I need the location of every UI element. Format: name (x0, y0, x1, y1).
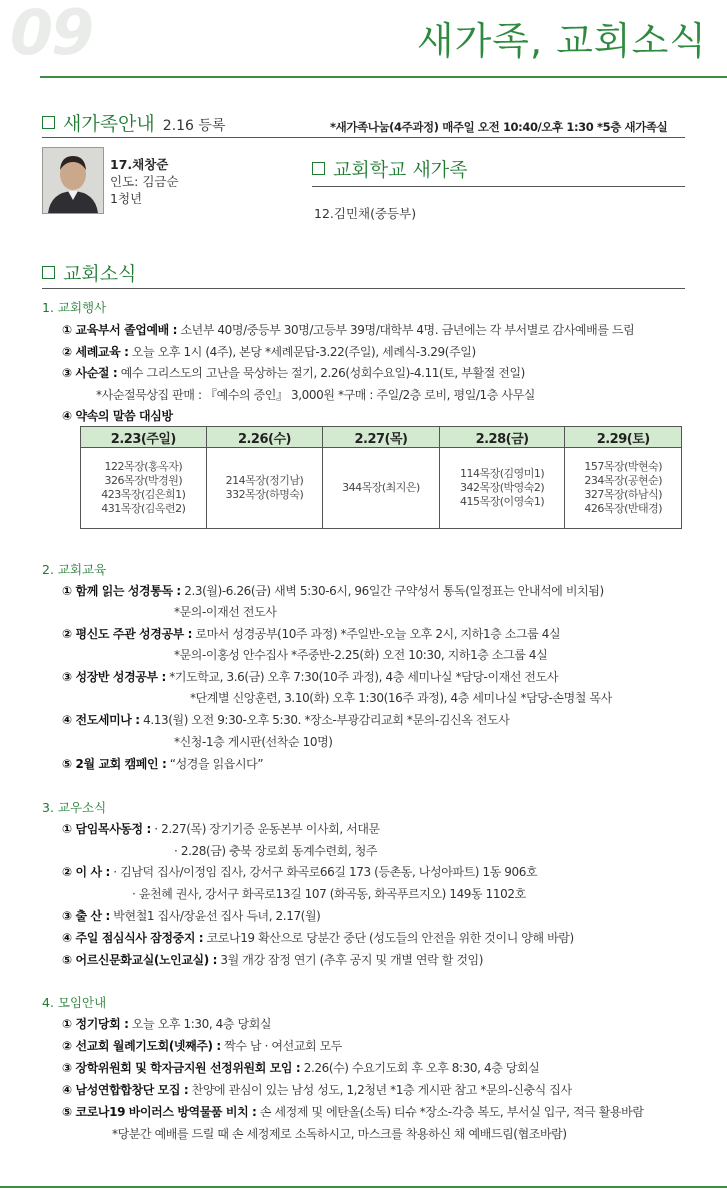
education-label: ⑤ 2월 교회 캠페인 : (62, 757, 167, 771)
education-line (62, 582, 604, 599)
meeting-line (62, 1103, 644, 1120)
checkbox-square-icon (312, 162, 325, 175)
education-line (62, 755, 263, 772)
schedule-cell (206, 448, 323, 529)
education-label: ③ 성장반 성경공부 : (62, 670, 166, 684)
education-text: *신청-1층 게시판(선착순 10명) (174, 735, 333, 749)
section-divider (42, 288, 685, 289)
new-family-heading (42, 115, 225, 134)
person-photo-icon (43, 148, 103, 213)
event-line (62, 343, 476, 360)
meeting-text: 오늘 오후 1:30, 4층 당회실 (128, 1017, 272, 1031)
meeting-line (112, 1125, 567, 1142)
schedule-entry: 234목장(공현순) (584, 474, 663, 487)
education-text: 로마서 성경공부(10주 과정) *주일반-오늘 오후 2시, 지하1층 소그룹 4실 (192, 627, 561, 641)
new-family-date: 2.16 등록 (162, 118, 226, 134)
members-text: · 2.27(목) 장기기증 운동본부 이사회, 서대문 (150, 822, 380, 836)
meeting-label: ⑤ 코로나19 바이러스 방역물품 비치 : (62, 1105, 257, 1119)
members-text: · 윤천혜 권사, 강서구 화곡로13길 107 (화곡동, 화곡푸르지오) 149동 1102호 (132, 887, 526, 901)
members-line (62, 929, 574, 946)
education-text: *문의-이재선 전도사 (174, 605, 277, 619)
school-family-member: 12.김민채(중등부) (314, 206, 417, 221)
schedule-header: 2.27(목) (323, 427, 440, 448)
members-label: ⑤ 어르신문화교실(노인교실) : (62, 953, 217, 967)
page-title: 새가족, 교회소식 (416, 19, 707, 63)
education-line (190, 689, 612, 706)
education-line (174, 733, 333, 750)
meeting-text: *당분간 예배를 드릴 때 손 세정제로 소독하시고, 마스크를 착용하신 채 예배드림(협조바람) (112, 1127, 567, 1141)
page-number: 09 (10, 0, 93, 69)
meeting-text: 짝수 남 · 여선교회 모두 (220, 1039, 342, 1053)
education-line (62, 625, 560, 642)
members-line (62, 820, 380, 837)
education-line (62, 711, 509, 728)
visitation-schedule-table (80, 426, 682, 529)
event-text: 오늘 오후 1시 (4주), 본당 *세례문답-3.22(주일), 세례식-3.29(주일) (128, 345, 476, 359)
new-family-note: *새가족나눔(4주과정) 매주일 오전 10:40/오후 1:30 *5층 새가족실 (330, 120, 668, 134)
event-text: 예수 그리스도의 고난을 묵상하는 절기, 2.26(성회수요일)-4.11(토, 부활절 전일) (117, 366, 525, 380)
event-line (96, 386, 535, 403)
schedule-cell (439, 448, 565, 529)
education-text: *문의-이홍성 안수집사 *주중반-2.25(화) 오전 10:30, 지하1층 소그룹 4실 (174, 648, 548, 662)
education-text: “성경을 읽읍시다” (166, 757, 264, 771)
members-line (132, 885, 526, 902)
title-divider (40, 76, 727, 78)
schedule-cell (565, 448, 682, 529)
schedule-entry: 431목장(김옥련2) (101, 502, 186, 515)
members-text: · 2.28(금) 충북 장로회 동계수련회, 청주 (174, 844, 378, 858)
school-family-heading-label: 교회학교 새가족 (333, 159, 468, 181)
meeting-line (62, 1081, 572, 1098)
category-members: 3. 교우소식 (42, 800, 107, 815)
education-label: ② 평신도 주관 성경공부 : (62, 627, 192, 641)
event-line (62, 407, 173, 424)
checkbox-square-icon (42, 266, 55, 279)
members-text: 3월 개강 잠정 연기 (추후 공지 및 개별 연락 할 것임) (217, 953, 484, 967)
category-meetings: 4. 모임안내 (42, 995, 107, 1010)
members-label: ④ 주일 점심식사 잠정중지 : (62, 931, 204, 945)
new-family-heading-label: 새가족안내 (63, 113, 155, 135)
meeting-label: ① 정기당회 : (62, 1017, 129, 1031)
members-label: ① 담임목사동정 : (62, 822, 151, 836)
members-label: ② 이 사 : (62, 865, 110, 879)
event-label: ④ 약속의 말씀 대심방 (62, 409, 173, 423)
education-line (174, 603, 276, 620)
meeting-line (62, 1015, 271, 1032)
schedule-row (81, 448, 682, 529)
members-line (62, 951, 483, 968)
meeting-label: ② 선교회 월례기도회(넷째주) : (62, 1039, 221, 1053)
schedule-entry: 114목장(김영미1) (459, 467, 545, 480)
education-text: 4.13(월) 오전 9:30-오후 5:30. *장소-부광감리교회 *문의-김신옥 전도사 (139, 713, 510, 727)
schedule-entry: 157목장(박현숙) (584, 460, 663, 473)
new-family-member (110, 156, 179, 207)
event-line (62, 364, 525, 381)
education-text: *기도학교, 3.6(금) 오후 7:30(10주 과정), 4층 세미나실 *담당-이재선 전도사 (165, 670, 559, 684)
education-text: 2.3(월)-6.26(금) 새벽 5:30-6시, 96일간 구약성서 통독(일정표는 안내석에 비치됨) (180, 584, 604, 598)
education-line (62, 668, 558, 685)
schedule-entry: 426목장(반태경) (584, 502, 663, 515)
members-line (62, 907, 320, 924)
education-label: ④ 전도세미나 : (62, 713, 140, 727)
schedule-entry: 326목장(박경원) (104, 474, 183, 487)
education-label: ① 함께 읽는 성경통독 : (62, 584, 181, 598)
event-text: 소년부 40명/중등부 30명/고등부 39명/대학부 4명. 금년에는 각 부서별로 감사예배를 드림 (177, 323, 635, 337)
news-heading-label: 교회소식 (63, 263, 137, 285)
meeting-line (62, 1059, 539, 1076)
meeting-label: ④ 남성연합합창단 모집 : (62, 1083, 189, 1097)
schedule-entry: 415목장(이영숙1) (459, 495, 545, 508)
schedule-header: 2.23(주일) (81, 427, 207, 448)
members-text: 코로나19 확산으로 당분간 중단 (성도들의 안전을 위한 것이니 양해 바람) (203, 931, 574, 945)
schedule-header: 2.29(토) (565, 427, 682, 448)
meeting-text: 손 세정제 및 에탄올(소독) 티슈 *장소-각층 복도, 부서실 입구, 적극 활용바람 (256, 1105, 644, 1119)
education-line (174, 646, 547, 663)
bottom-divider (0, 1186, 727, 1188)
member-photo (42, 147, 104, 214)
schedule-entry: 122목장(홍옥자) (104, 460, 183, 473)
event-text: *사순절묵상집 판매 : 『예수의 증인』 3,000원 *구매 : 주일/2층 로비, 평일/1층 사무실 (96, 388, 535, 402)
checkbox-square-icon (42, 116, 55, 129)
schedule-entry: 214목장(정기남) (225, 474, 304, 487)
members-line (62, 863, 537, 880)
category-events: 1. 교회행사 (42, 300, 107, 315)
school-family-heading (312, 161, 468, 180)
news-heading (42, 265, 136, 284)
schedule-entry: 332목장(하명숙) (225, 488, 304, 501)
schedule-cell (81, 448, 207, 529)
schedule-entry: 423목장(김은희1) (101, 488, 186, 501)
schedule-cell (323, 448, 440, 529)
members-text: · 김남덕 집사/이정임 집사, 강서구 화곡로66길 173 (등촌동, 나성아파트) 1동 906호 (109, 865, 538, 879)
member-group: 1청년 (110, 191, 143, 206)
member-guide: 인도: 김금순 (110, 174, 179, 189)
members-label: ③ 출 산 : (62, 909, 110, 923)
meeting-line (62, 1037, 342, 1054)
section-divider (42, 137, 685, 138)
members-line (174, 842, 377, 859)
schedule-entry: 344목장(최지은) (342, 481, 420, 494)
meeting-label: ③ 장학위원회 및 학자금지원 선정위원회 모임 : (62, 1061, 301, 1075)
event-label: ① 교육부서 졸업예배 : (62, 323, 178, 337)
meeting-text: 찬양에 관심이 있는 남성 성도, 1,2청년 *1층 게시판 참고 *문의-신충식 집사 (188, 1083, 572, 1097)
schedule-entry: 342목장(박영숙2) (459, 481, 545, 494)
category-education: 2. 교회교육 (42, 562, 107, 577)
meeting-text: 2.26(수) 수요기도회 후 오후 8:30, 4층 당회실 (300, 1061, 540, 1075)
event-label: ② 세례교육 : (62, 345, 129, 359)
members-text: 박현철1 집사/장윤선 집사 득녀, 2.17(월) (109, 909, 321, 923)
section-divider (312, 186, 685, 187)
education-text: *단계별 신앙훈련, 3.10(화) 오후 1:30(16주 과정), 4층 세미나실 *담당-손명철 목사 (190, 691, 612, 705)
schedule-entry: 327목장(하남식) (584, 488, 663, 501)
schedule-header-row (81, 427, 682, 448)
member-name: 17.채창준 (110, 157, 169, 172)
event-line (62, 321, 634, 338)
schedule-header: 2.28(금) (439, 427, 565, 448)
event-label: ③ 사순절 : (62, 366, 118, 380)
schedule-header: 2.26(수) (206, 427, 323, 448)
